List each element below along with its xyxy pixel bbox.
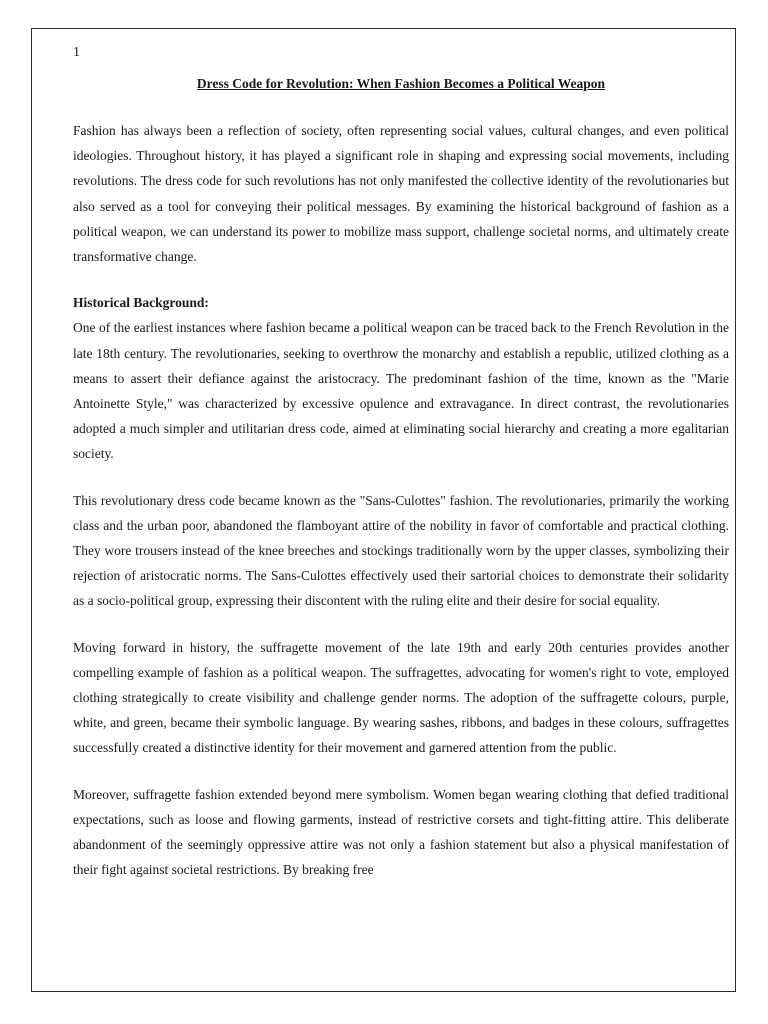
paragraph-sans-culottes: This revolutionary dress code became known as the "Sans-Culottes" fashion. The revolutionaries, primarily the working class and the urban poor, abandoned the flamboyant attire of the nobility in favor of comfortable and practical clothing. They wore trousers instead of the knee breeches and stockings traditionally worn by the upper classes, symbolizing their rejection of aristocratic norms. The Sans-Culottes effectively used their sartorial choices to demonstrate their solidarity as a socio-political group, expressing their discontent with the ruling elite and their desire for social equality. (73, 492, 729, 609)
document-body (73, 74, 729, 903)
intro-paragraph: Fashion has always been a reflection of society, often representing social values, cultural changes, and even political ideologies. Throughout history, it has played a significant role in shaping and expressing social movements, including revolutions. The dress code for such revolutions has not only manifested the collective identity of the revolutionaries but also served as a tool for conveying their political messages. By examining the historical background of fashion as a political weapon, we can understand its power to mobilize mass support, challenge societal norms, and ultimately create transformative change. (73, 123, 729, 265)
page-number: 1 (73, 45, 80, 60)
paragraph-suffragette-fashion: Moreover, suffragette fashion extended beyond mere symbolism. Women began wearing clothing that defied traditional expectations, such as loose and flowing garments, instead of restrictive corsets and tight-fitting attire. This deliberate abandonment of the seemingly oppressive attire was not only a fashion statement but also a physical manifestation of their fight against societal restrictions. By breaking free (73, 786, 729, 878)
paragraph-suffragette-movement: Moving forward in history, the suffragette movement of the late 19th and early 20th centuries provides another compelling example of fashion as a political weapon. The suffragettes, advocating for women's right to vote, employed clothing strategically to create visibility and challenge gender norms. The adoption of the suffragette colours, purple, white, and green, became their symbolic language. By wearing sashes, ribbons, and badges in these colours, suffragettes successfully created a distinctive identity for their movement and garnered attention from the public. (73, 639, 729, 756)
paragraph-french-revolution: One of the earliest instances where fashion became a political weapon can be traced back to the French Revolution in the late 18th century. The revolutionaries, seeking to overthrow the monarchy and establish a republic, utilized clothing as a means to assert their defiance against the aristocracy. The predominant fashion of the time, known as the "Marie Antoinette Style," was characterized by excessive opulence and extravagance. In direct contrast, the revolutionaries adopted a much simpler and utilitarian dress code, aimed at eliminating social hierarchy and creating a more egalitarian society. (73, 320, 729, 462)
section-heading: Historical Background: (73, 295, 209, 311)
document-title: Dress Code for Revolution: When Fashion Becomes a Political Weapon (196, 76, 606, 91)
